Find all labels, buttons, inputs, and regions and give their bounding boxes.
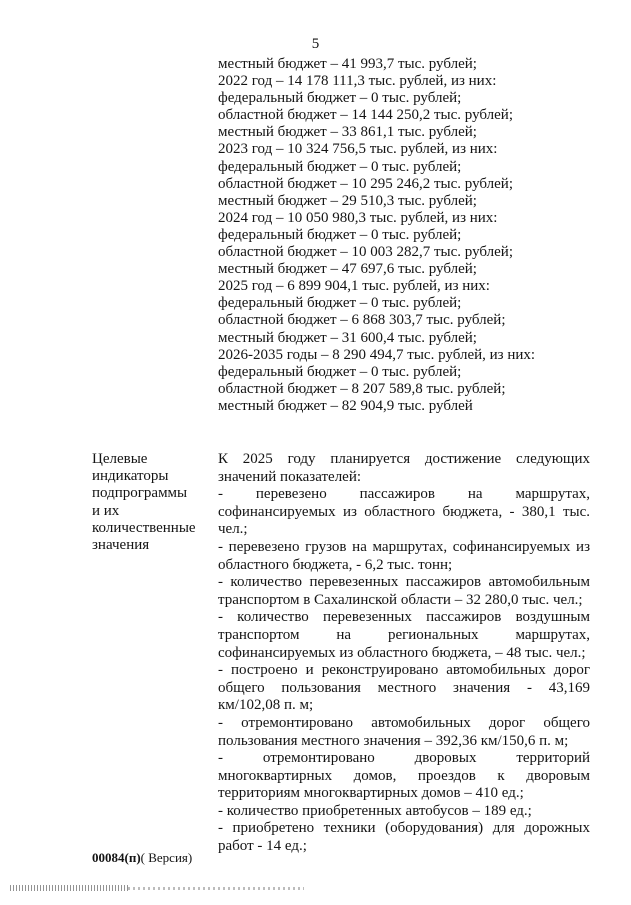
- document-code: 00084(п): [92, 850, 141, 865]
- budget-line: местный бюджет – 31 600,4 тыс. рублей;: [218, 329, 477, 346]
- indicators-intro: К 2025 году планируется достижение следующих значений показателей:: [218, 451, 590, 485]
- budget-line: 2023 год – 10 324 756,5 тыс. рублей, из них:: [218, 141, 498, 158]
- budget-line: 2025 год – 6 899 904,1 тыс. рублей, из них:: [218, 278, 490, 295]
- budget-line: федеральный бюджет – 0 тыс. рублей;: [218, 226, 462, 243]
- label-line: Целевые: [92, 451, 148, 467]
- budget-line: областной бюджет – 8 207 589,8 тыс. рублей;: [218, 380, 506, 397]
- budget-line: местный бюджет – 47 697,6 тыс. рублей;: [218, 261, 477, 278]
- budget-line: федеральный бюджет – 0 тыс. рублей;: [218, 90, 462, 107]
- indicators-values-block: [218, 451, 590, 856]
- budget-line: 2024 год – 10 050 980,3 тыс. рублей, из них:: [218, 209, 498, 226]
- budget-line: федеральный бюджет – 0 тыс. рублей;: [218, 295, 462, 312]
- budget-line: федеральный бюджет – 0 тыс. рублей;: [218, 363, 462, 380]
- budget-line: областной бюджет – 6 868 303,7 тыс. рублей;: [218, 312, 506, 329]
- budget-line: местный бюджет – 82 904,9 тыс. рублей: [218, 397, 473, 414]
- indicator-item: - количество приобретенных автобусов – 189 ед.;: [218, 802, 532, 819]
- budget-line: областной бюджет – 10 003 282,7 тыс. рублей;: [218, 244, 513, 261]
- budget-line: местный бюджет – 33 861,1 тыс. рублей;: [218, 124, 477, 141]
- scan-barcode-strip: [10, 885, 128, 891]
- budget-line: областной бюджет – 10 295 246,2 тыс. рублей;: [218, 175, 513, 192]
- budget-line: 2022 год – 14 178 111,3 тыс. рублей, из них:: [218, 73, 497, 90]
- label-line: и их: [92, 502, 120, 519]
- indicator-item: - перевезено пассажиров на маршрутах, софинансируемых из областного бюджета, - 380,1 тыс. чел.;: [218, 486, 590, 538]
- budget-financing-block: [218, 56, 590, 415]
- budget-line: 2026-2035 годы – 8 290 494,7 тыс. рублей, из них:: [218, 346, 536, 363]
- indicator-item: - отремонтировано автомобильных дорог общего пользования местного значения – 392,36 км/150,6 п. м;: [218, 714, 590, 749]
- scan-barcode-strip-secondary: [128, 887, 304, 890]
- indicator-item: - количество перевезенных пассажиров воздушным транспортом на региональных маршрутах, софинансируемых из областного бюджета, – 48 тыс. чел.;: [218, 609, 590, 661]
- budget-line: местный бюджет – 29 510,3 тыс. рублей;: [218, 192, 477, 209]
- label-line: индикаторы: [92, 468, 169, 485]
- indicators-row-label: [92, 451, 208, 554]
- document-version: ( Версия): [140, 850, 193, 865]
- indicator-item: - построено и реконструировано автомобильных дорог общего пользования местного значения - 43,169 км/102,08 п. м;: [218, 662, 590, 714]
- label-line: подпрограммы: [92, 485, 188, 502]
- budget-line: федеральный бюджет – 0 тыс. рублей;: [218, 158, 462, 175]
- label-line: значения: [92, 537, 150, 554]
- indicator-item: - количество перевезенных пассажиров автомобильным транспортом в Сахалинской области – 32 280,0 тыс. чел.;: [218, 574, 590, 608]
- label-line: количественные: [92, 519, 196, 536]
- indicator-item: - приобретено техники (оборудования) для дорожных работ - 14 ед.;: [218, 820, 590, 855]
- budget-line: местный бюджет – 41 993,7 тыс. рублей;: [218, 56, 477, 72]
- indicator-item: - перевезено грузов на маршрутах, софинансируемых из областного бюджета, - 6,2 тыс. тонн;: [218, 538, 590, 573]
- indicator-item: - отремонтировано дворовых территорий многоквартирных домов, проездов к дворовым территориям многоквартирных домов – 410 ед.;: [218, 750, 590, 802]
- budget-line: областной бюджет – 14 144 250,2 тыс. рублей;: [218, 107, 513, 124]
- document-footer-code: [92, 850, 192, 866]
- page-number: 5: [311, 36, 320, 52]
